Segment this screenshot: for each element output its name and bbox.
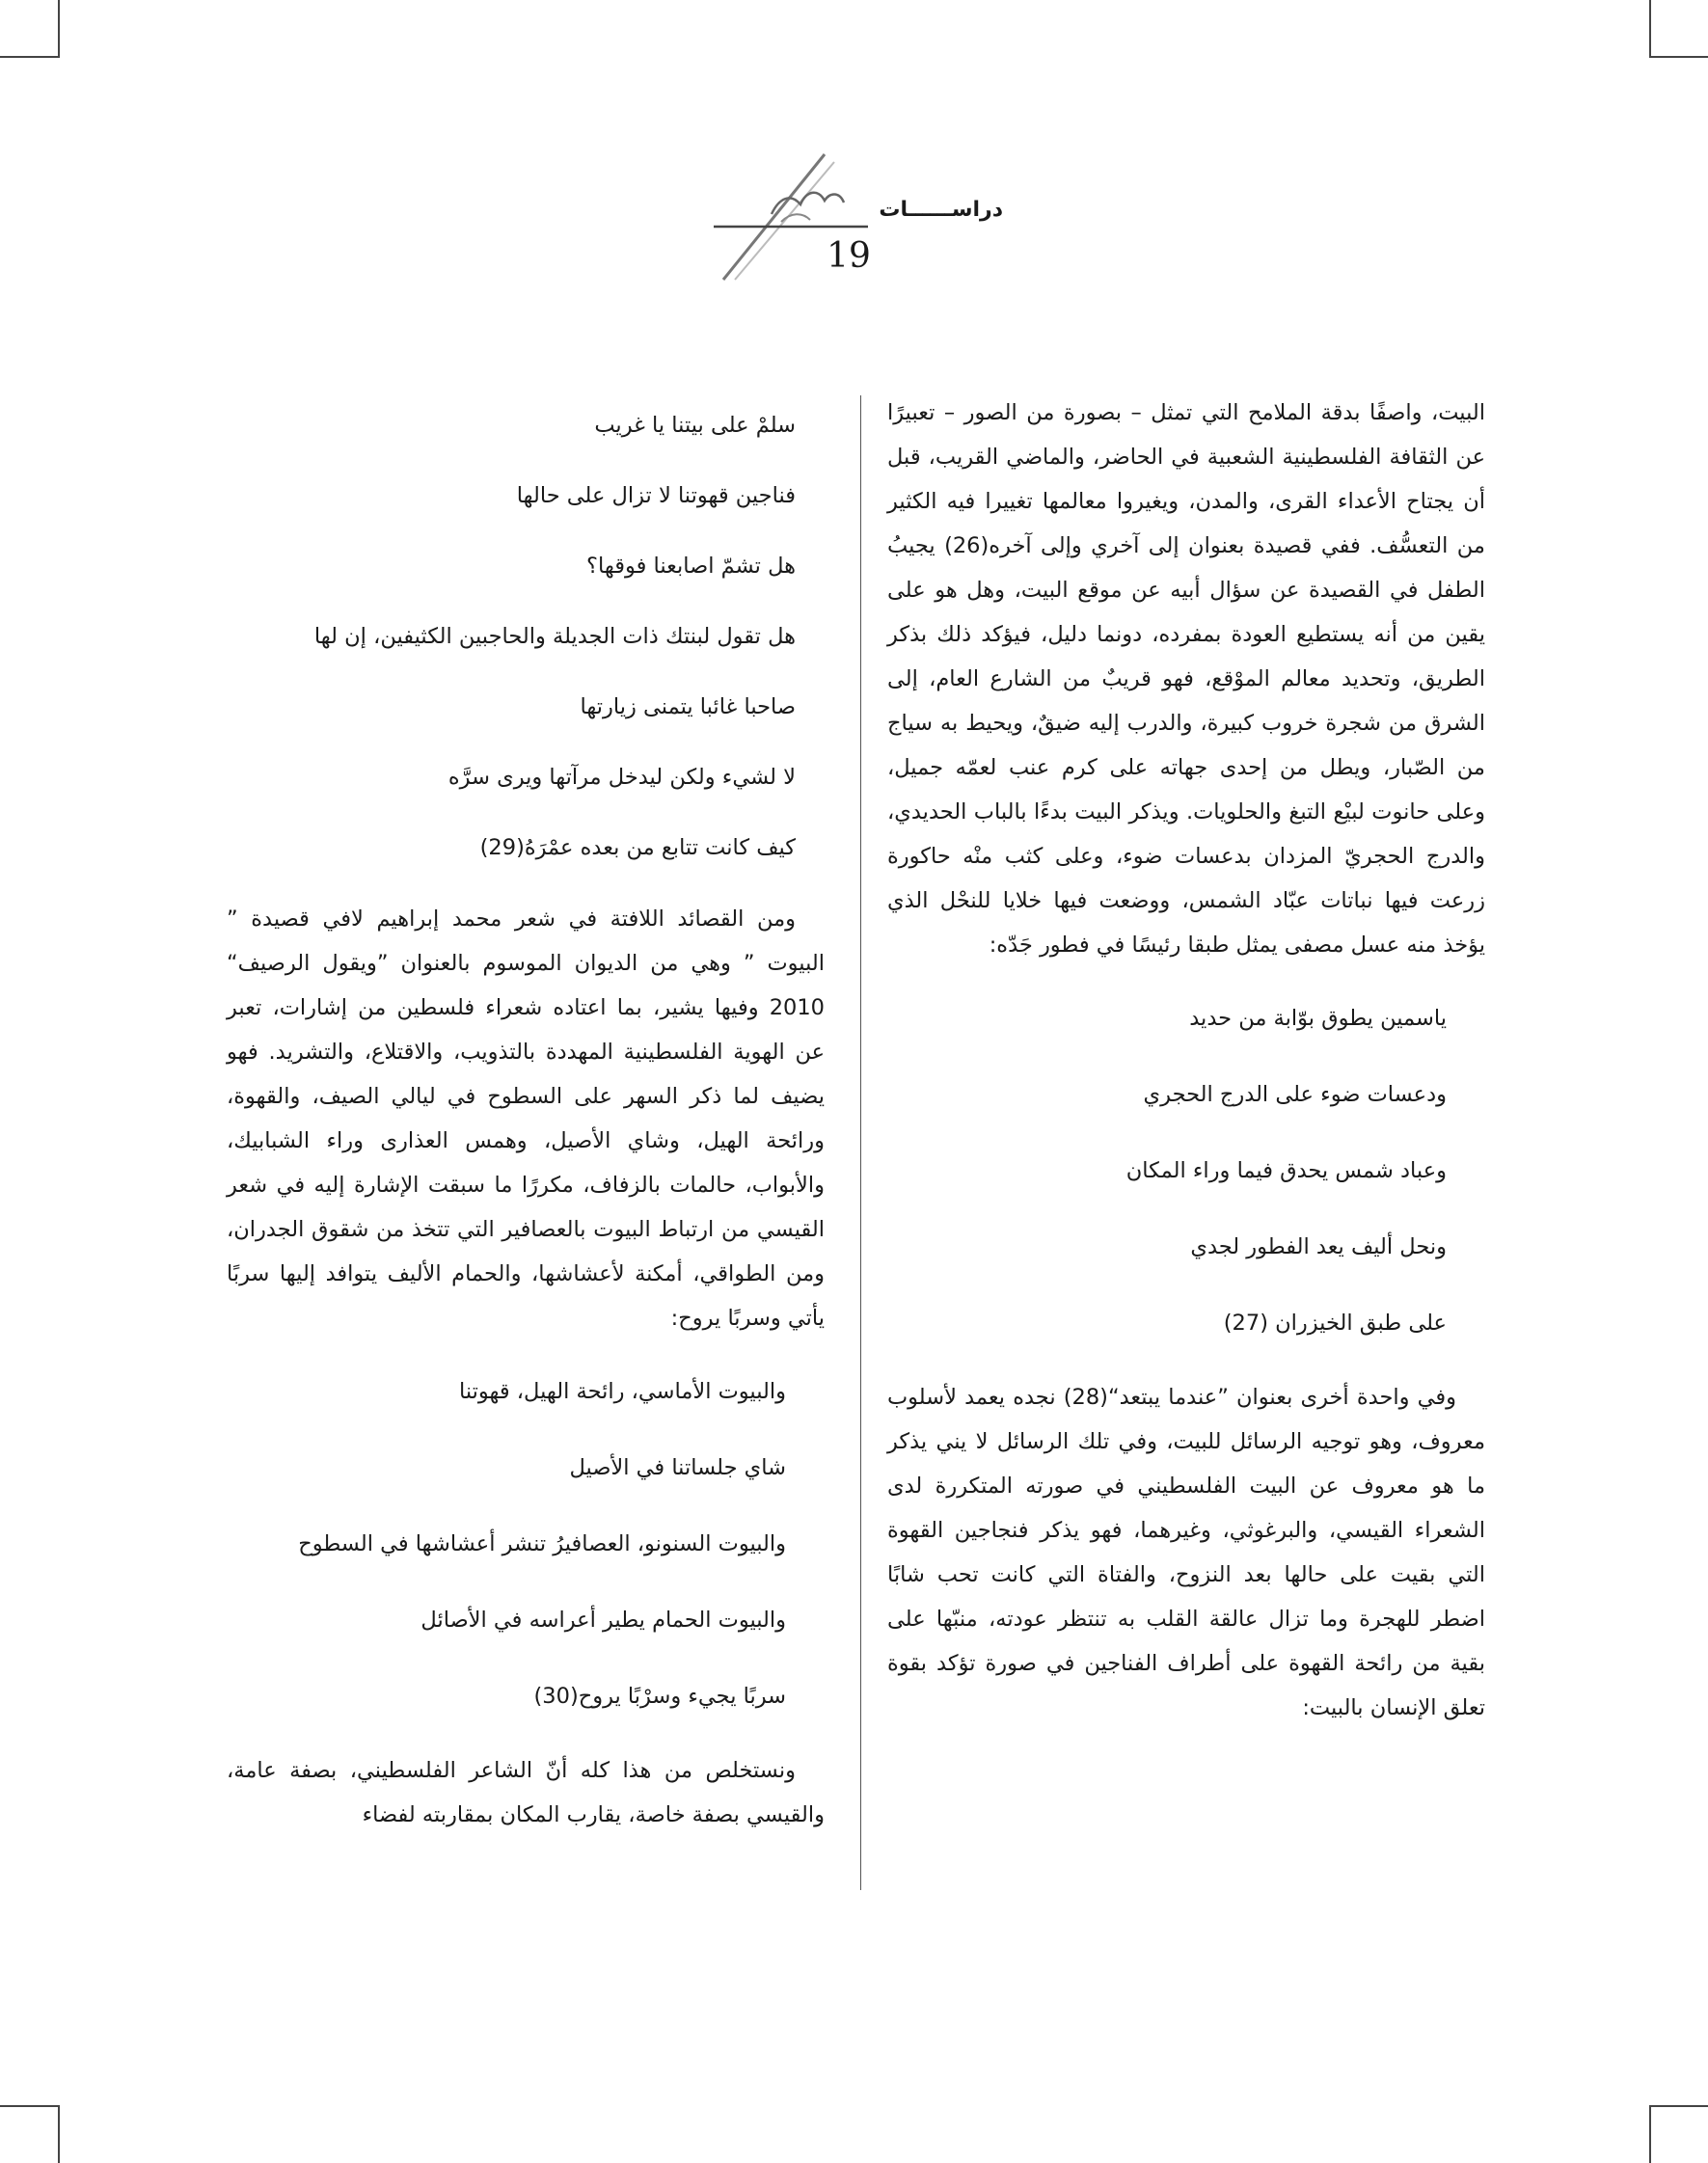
left-paragraph-1: ومن القصائد اللافتة في شعر محمد إبراهيم لافي قصيدة ” البيوت ” وهي من الديوان الموسوم بالعنوان ”ويقول الرصيف“ 2010 وفيها يشير، بما اعتاده شعراء فلسطين من إشارات، تعبر عن الهوية الفلسطينية المهددة بالتذويب، والاقتلاع، والتشريد. فهو يضيف لما ذكر السهر على السطوح في ليالي الصيف، والقهوة، ورائحة الهيل، وشاي الأصيل، وهمس العذارى وراء الشبابيك، والأبواب، حالمات بالزفاف، مكررًا ما سبقت الإشارة إليه في شعر القيسي من ارتباط البيوت بالعصافير التي تتخذ من شقوق الجدران، ومن الطواقي، أمكنة لأعشاشها، والحمام الأليف يتوافد إليها سربًا يأتي وسربًا يروح: [227,906,825,1331]
verse-line: والبيوت السنونو، العصافيرُ تنشر أعشاشها في السطوح [298,1531,786,1556]
verse-line: صاحبا غائبا يتمنى زيارتها [580,694,796,719]
verse-line: ودعسات ضوء على الدرج الحجري [1143,1082,1447,1107]
verse-line: هل تشمّ اصابعنا فوقها؟ [586,554,796,579]
right-paragraph-2: وفي واحدة أخرى بعنوان ”عندما يبتعد“(28) نجده يعمد لأسلوب معروف، وهو توجيه الرسائل للبيت، وفي تلك الرسائل لا يني يذكر ما هو معروف عن البيت الفلسطيني في صورته المتكررة لدى الشعراء القيسي، والبرغوثي، وغيرهما، فهو يذكر فنجاجين القهوة التي بقيت على حالها بعد النزوح، والفتاة التي كانت تحب شابًا اضطر للهجرة وما تزال عالقة القلب به تنتظر عودته، منبّها على بقية من رائحة القهوة على أطراف الفناجين في صورة تؤكد بقوة تعلق الإنسان بالبيت: [887,1385,1485,1720]
crop-mark-bottom-left-h [0,2105,58,2107]
verse-line: هل تقول لبنتك ذات الجديلة والحاجبين الكثيفين، إن لها [313,624,796,649]
crop-mark-top-left [58,0,60,58]
right-column [887,391,1485,1730]
left-verse-1 [227,391,825,883]
crop-mark-top-right [1649,0,1651,58]
verse-line: سلمْ على بيتنا يا غريب [594,413,796,438]
verse-line: كيف كانت تتابع من بعده عمْرَهُ(29) [479,835,796,860]
page-header [675,145,1022,289]
verse-line: والبيوت الحمام يطير أعراسه في الأصائل [420,1608,786,1633]
verse-line: والبيوت الأماسي، رائحة الهيل، قهوتنا [458,1379,786,1404]
crop-mark-bottom-left [58,2105,60,2163]
section-label: دراســــــات [879,198,1003,222]
column-divider [860,395,861,1890]
crop-mark-bottom-right-h [1650,2105,1708,2107]
left-verse-2 [227,1354,825,1735]
verse-line: فناجين قهوتنا لا تزال على حالها [516,483,796,508]
verse-line: سربًا يجيء وسرْبًا يروح(30) [533,1684,786,1709]
right-verse [887,981,1485,1362]
left-column [227,391,825,1837]
crop-mark-bottom-right [1649,2105,1651,2163]
verse-line: ونحل أليف يعد الفطور لجدي [1190,1234,1447,1259]
right-paragraph-1: البيت، واصفًا بدقة الملامح التي تمثل – بصورة من الصور – تعبيرًا عن الثقافة الفلسطينية الشعبية في الحاضر، والماضي القريب، قبل أن يجتاح الأعداء القرى، والمدن، ويغيروا معالمها تغييرا فيه الكثير من التعسُّف. ففي قصيدة بعنوان إلى آخري وإلى آخره(26) يجيبُ الطفل في القصيدة عن سؤال أبيه عن موقع البيت، وهل هو على يقين من أنه يستطيع العودة بمفرده، دونما دليل، فيؤكد ذلك بذكر الطريق، وتحديد معالم الموْقع، فهو قريبٌ من الشارع العام، إلى الشرق من شجرة خروب كبيرة، والدرب إليه ضيقٌ، ويحيط به سياج من الصّبار، ويطل من إحدى جهاته على كرم عنب لعمّه جميل، وعلى حانوت لبيْع التبغ والحلويات. ويذكر البيت بدءًا بالباب الحديدي، والدرج الحجريّ المزدان بدعسات ضوء، وعلى كثب منْه حاكورة زرعت فيها نباتات عبّاد الشمس، ووضعت فيها خلايا للنحْل الذي يؤخذ منه عسل مصفى يمثل طبقا رئيسًا في فطور جَدّه: [887,400,1485,958]
left-paragraph-2: ونستخلص من هذا كله أنّ الشاعر الفلسطيني، بصفة عامة، والقيسي بصفة خاصة، يقارب المكان بمقاربته لفضاء [227,1758,825,1827]
verse-line: على طبق الخيزران (27) [1223,1311,1447,1336]
verse-line: لا لشيء ولكن ليدخل مرآتها ويرى سرَّه [447,765,796,790]
verse-line: وعباد شمس يحدق فيما وراء المكان [1125,1158,1447,1183]
page-number: 19 [827,236,871,276]
verse-line: ياسمين يطوق بوّابة من حديد [1189,1006,1447,1031]
verse-line: شاي جلساتنا في الأصيل [569,1455,786,1480]
crop-mark-top-left-h [0,56,58,58]
crop-mark-top-right-h [1650,56,1708,58]
